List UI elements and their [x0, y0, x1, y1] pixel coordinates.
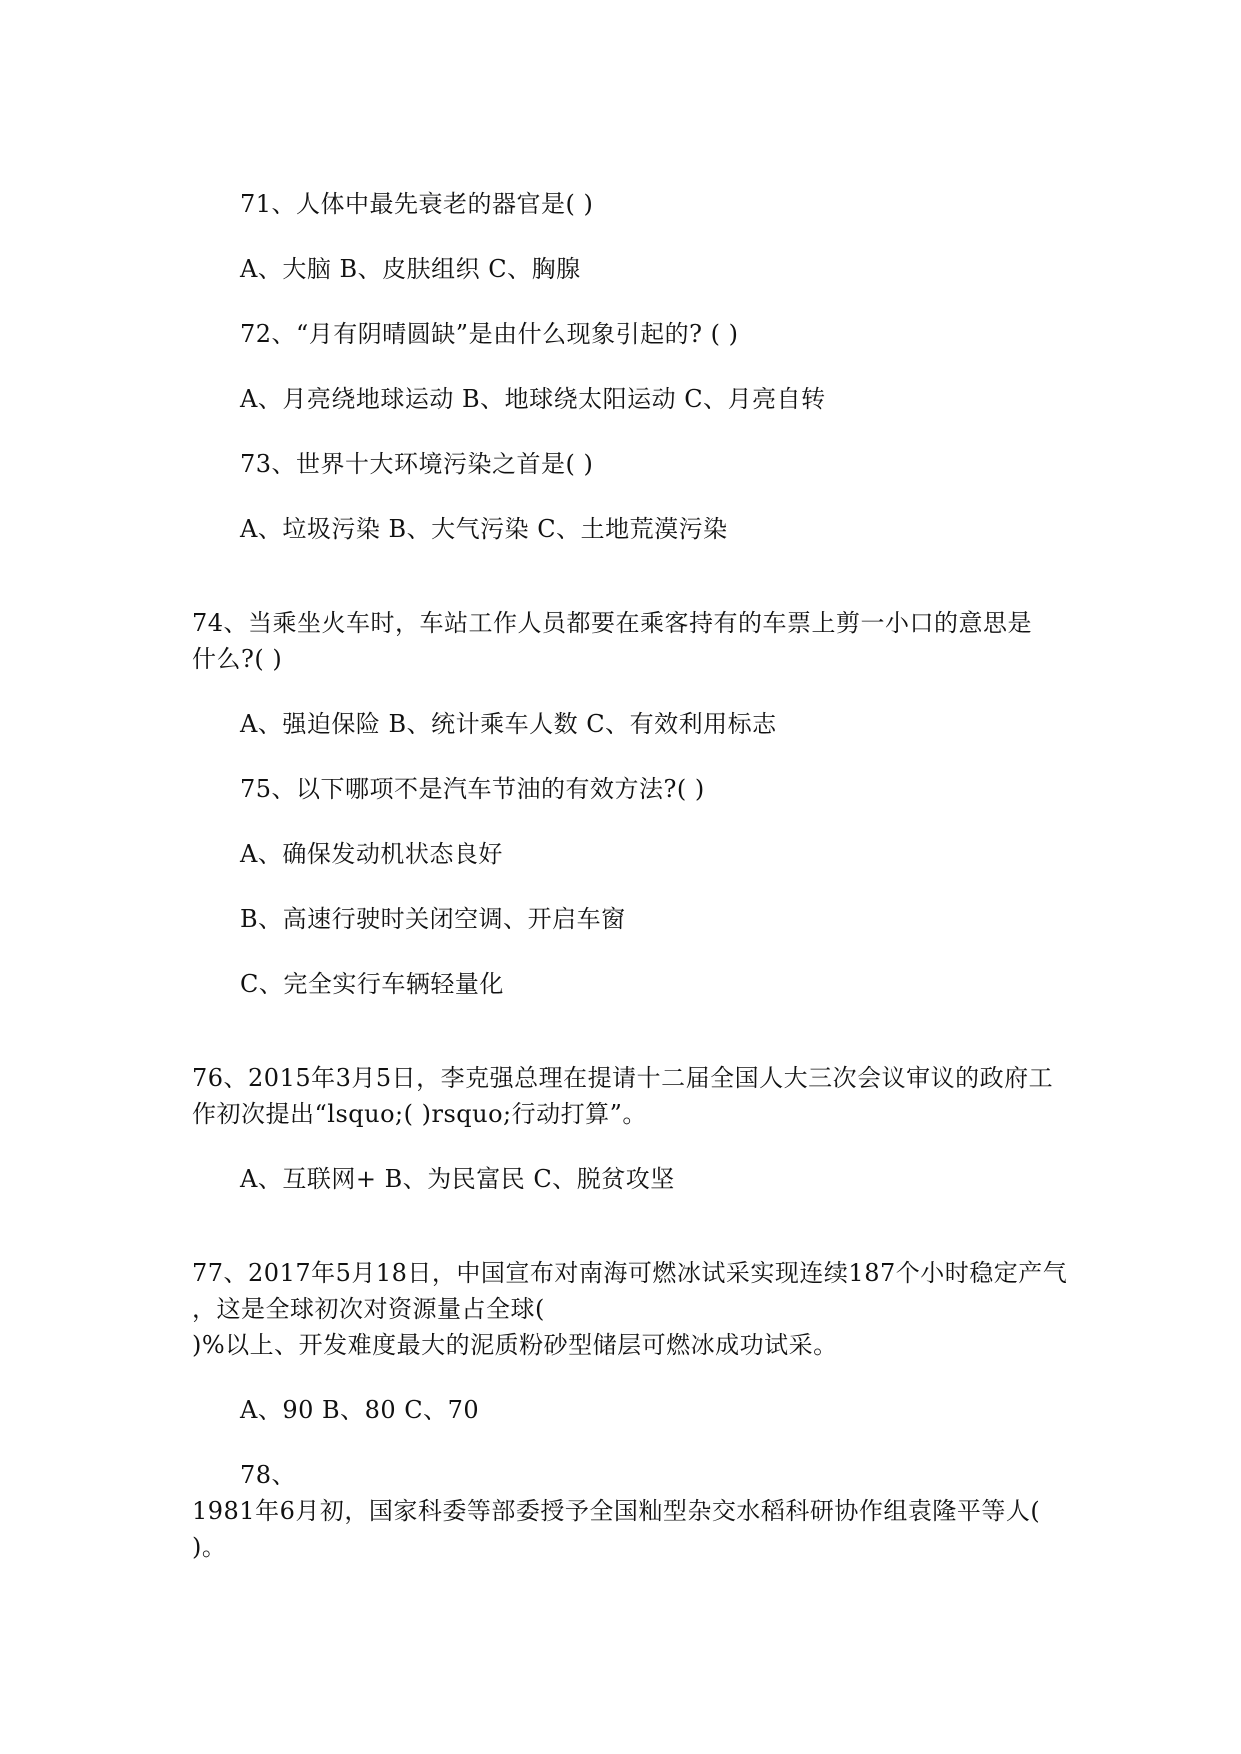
question-76-line-2: 作初次提出“lsquo;( )rsquo;行动打算”。 — [192, 1100, 647, 1128]
options-77: A、90 B、80 C、70 — [240, 1396, 480, 1424]
option-75-b: B、高速行驶时关闭空调、开启车窗 — [240, 905, 626, 933]
question-77-line-1: 77、2017年5月18日，中国宣布对南海可燃冰试采实现连续187个小时稳定产气 — [192, 1259, 1068, 1287]
question-72: 72、“月有阴晴圆缺”是由什么现象引起的? ( ) — [240, 320, 739, 348]
question-74-line-2: 什么?( ) — [192, 645, 283, 673]
options-74: A、强迫保险 B、统计乘车人数 C、有效利用标志 — [240, 710, 777, 738]
question-71: 71、人体中最先衰老的器官是( ) — [240, 190, 594, 218]
question-77-line-3: )%以上、开发难度最大的泥质粉砂型储层可燃冰成功试采。 — [192, 1331, 838, 1359]
options-71: A、大脑 B、皮肤组织 C、胸腺 — [240, 255, 581, 283]
options-76: A、互联网+ B、为民富民 C、脱贫攻坚 — [240, 1165, 675, 1193]
question-73: 73、世界十大环境污染之首是( ) — [240, 450, 594, 478]
question-78-line-2: )。 — [192, 1533, 227, 1561]
question-77-line-2: ，这是全球初次对资源量占全球( — [192, 1295, 545, 1323]
options-73: A、垃圾污染 B、大气污染 C、土地荒漠污染 — [240, 515, 728, 543]
question-75: 75、以下哪项不是汽车节油的有效方法?( ) — [240, 775, 705, 803]
question-76-line-1: 76、2015年3月5日，李克强总理在提请十二届全国人大三次会议审议的政府工 — [192, 1064, 1054, 1092]
question-78-line-1: 1981年6月初，国家科委等部委授予全国籼型杂交水稻科研协作组袁隆平等人( — [192, 1497, 1041, 1525]
option-75-c: C、完全实行车辆轻量化 — [240, 970, 504, 998]
question-74-line-1: 74、当乘坐火车时，车站工作人员都要在乘客持有的车票上剪一小口的意思是 — [192, 609, 1033, 637]
question-78-number: 78、 — [240, 1461, 297, 1489]
options-72: A、月亮绕地球运动 B、地球绕太阳运动 C、月亮自转 — [240, 385, 826, 413]
option-75-a: A、确保发动机状态良好 — [240, 840, 503, 868]
